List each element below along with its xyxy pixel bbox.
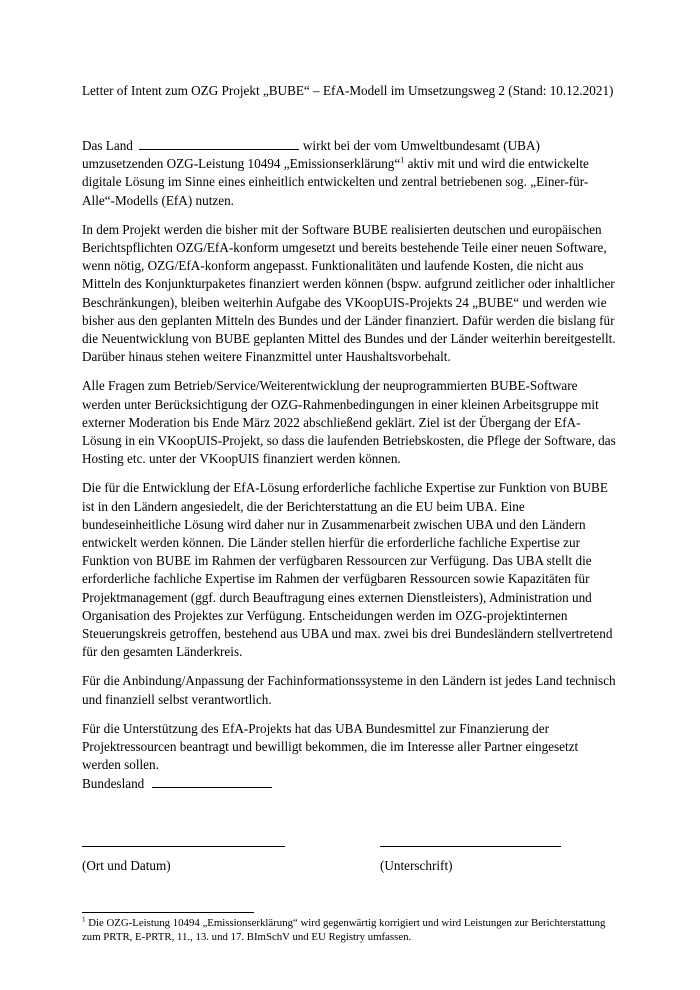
bundesland-field xyxy=(82,775,482,793)
paragraph-connection: Für die Anbindung/Anpassung der Fachinformationssysteme in den Ländern ist jedes Land technisch und finanziell selbst verantwortlich. xyxy=(82,673,616,707)
paragraph-operations: Alle Fragen zum Betrieb/Service/Weiterentwicklung der neuprogrammierten BUBE-Software werden unter Berücksichtigung der OZG-Rahmenbedingungen in einer kleinen Arbeitsgruppe mit externer Moderation bis Ende März 2022 abschließend geklärt. Ziel ist der Übergang der EfA-Lösung in ein VKoopUIS-Projekt, so dass die laufenden Betriebskosten, die Pflege der Software, das Hosting etc. unter der VKoopUIS finanziert werden können. xyxy=(82,378,616,467)
intro-paragraph xyxy=(82,137,617,210)
footnote-separator xyxy=(82,912,254,913)
signature-line xyxy=(380,846,561,847)
document-body xyxy=(82,137,617,786)
place-date-line xyxy=(82,846,285,847)
place-date-caption: (Ort und Datum) xyxy=(82,858,171,873)
paragraph-expertise: Die für die Entwicklung der EfA-Lösung erforderliche fachliche Expertise zur Funktion von BUBE ist in den Ländern angesiedelt, die der Berichterstattung an die EU beim UBA. Eine bundeseinheitliche Lösung wird daher nur in Zusammenarbeit zwischen UBA und den Ländern entwickelt werden können. Die Länder stellen hierfür die erforderliche fachliche Expertise zur Funktion von BUBE im Rahmen der verfügbaren Ressourcen zur Verfügung. Das UBA stellt die erforderliche fachliche Expertise im Rahmen der verfügbaren Ressourcen sowie Kapazitäten für Projektmanagement (ggf. durch Beauftragung eines externen Dienstleisters), Administration und Organisation des Projektes zur Verfügung. Entscheidungen werden im OZG-projektinternen Steuerungskreis getroffen, bestehend aus UBA und max. zwei bis drei Bundesländern stellvertretend für den gesamten Länderkreis. xyxy=(82,480,613,660)
bundesland-label: Bundesland xyxy=(82,776,145,791)
document-title: Letter of Intent zum OZG Projekt „BUBE“ – EfA-Modell im Umsetzungsweg 2 (Stand: 10.12.2021) xyxy=(82,83,614,98)
intro-text-middle: wirkt bei der vom Umweltbundesamt (UBA) umzusetzenden OZG-Leistung 10494 „Emissionserklärung“ xyxy=(82,138,540,172)
footnote-marker: 1 xyxy=(82,915,86,924)
intro-text-start: Das Land xyxy=(82,138,133,153)
land-blank-line xyxy=(139,137,299,150)
footnote-text: Die OZG-Leistung 10494 „Emissionserklärung“ wird gegenwärtig korrigiert und wird Leistungen zur Berichterstattung zum PRTR, E-PRTR, 11., 13. und 17. BImSchV und EU Registry umfassen. xyxy=(82,917,606,943)
paragraph-project-scope: In dem Projekt werden die bisher mit der Software BUBE realisierten deutschen und europäischen Berichtspflichten OZG/EfA-konform umgesetzt und bereits bestehende Teile einer neuen Software, wenn nötig, OZG/EfA-konform angepasst. Funktionalitäten und laufende Kosten, die nicht aus Mitteln des Konjunkturpaketes finanziert werden können (bspw. aufgrund zeitlicher oder inhaltlicher Beschränkungen), bleiben weiterhin Aufgabe des VKoopUIS-Projekts 24 „BUBE“ und werden wie bisher aus den geplanten Mitteln des Bundes und der Länder finanziert. Dafür werden die bislang für die Neuentwicklung von BUBE geplanten Mittel des Bundes und der Länder weiterhin bereitgestellt. Darüber hinaus stehen weitere Finanzmittel unter Haushaltsvorbehalt. xyxy=(82,221,616,365)
paragraph-funding: Für die Unterstützung des EfA-Projekts hat das UBA Bundesmittel zur Finanzierung der Projektressourcen beantragt und bewilligt bekommen, die im Interesse aller Partner eingesetzt werden sollen. xyxy=(82,720,579,773)
intro-text-end: aktiv mit und wird die entwickelte digitale Lösung im Sinne eines einheitlich entwickelten und zentral betriebenen sog. „Einer-für-Alle“-Modells (EfA) nutzen. xyxy=(82,156,589,208)
footnote-reference: 1 xyxy=(400,155,405,165)
signature-caption: (Unterschrift) xyxy=(380,858,453,873)
footnote xyxy=(82,917,607,944)
bundesland-blank-line xyxy=(152,775,272,788)
